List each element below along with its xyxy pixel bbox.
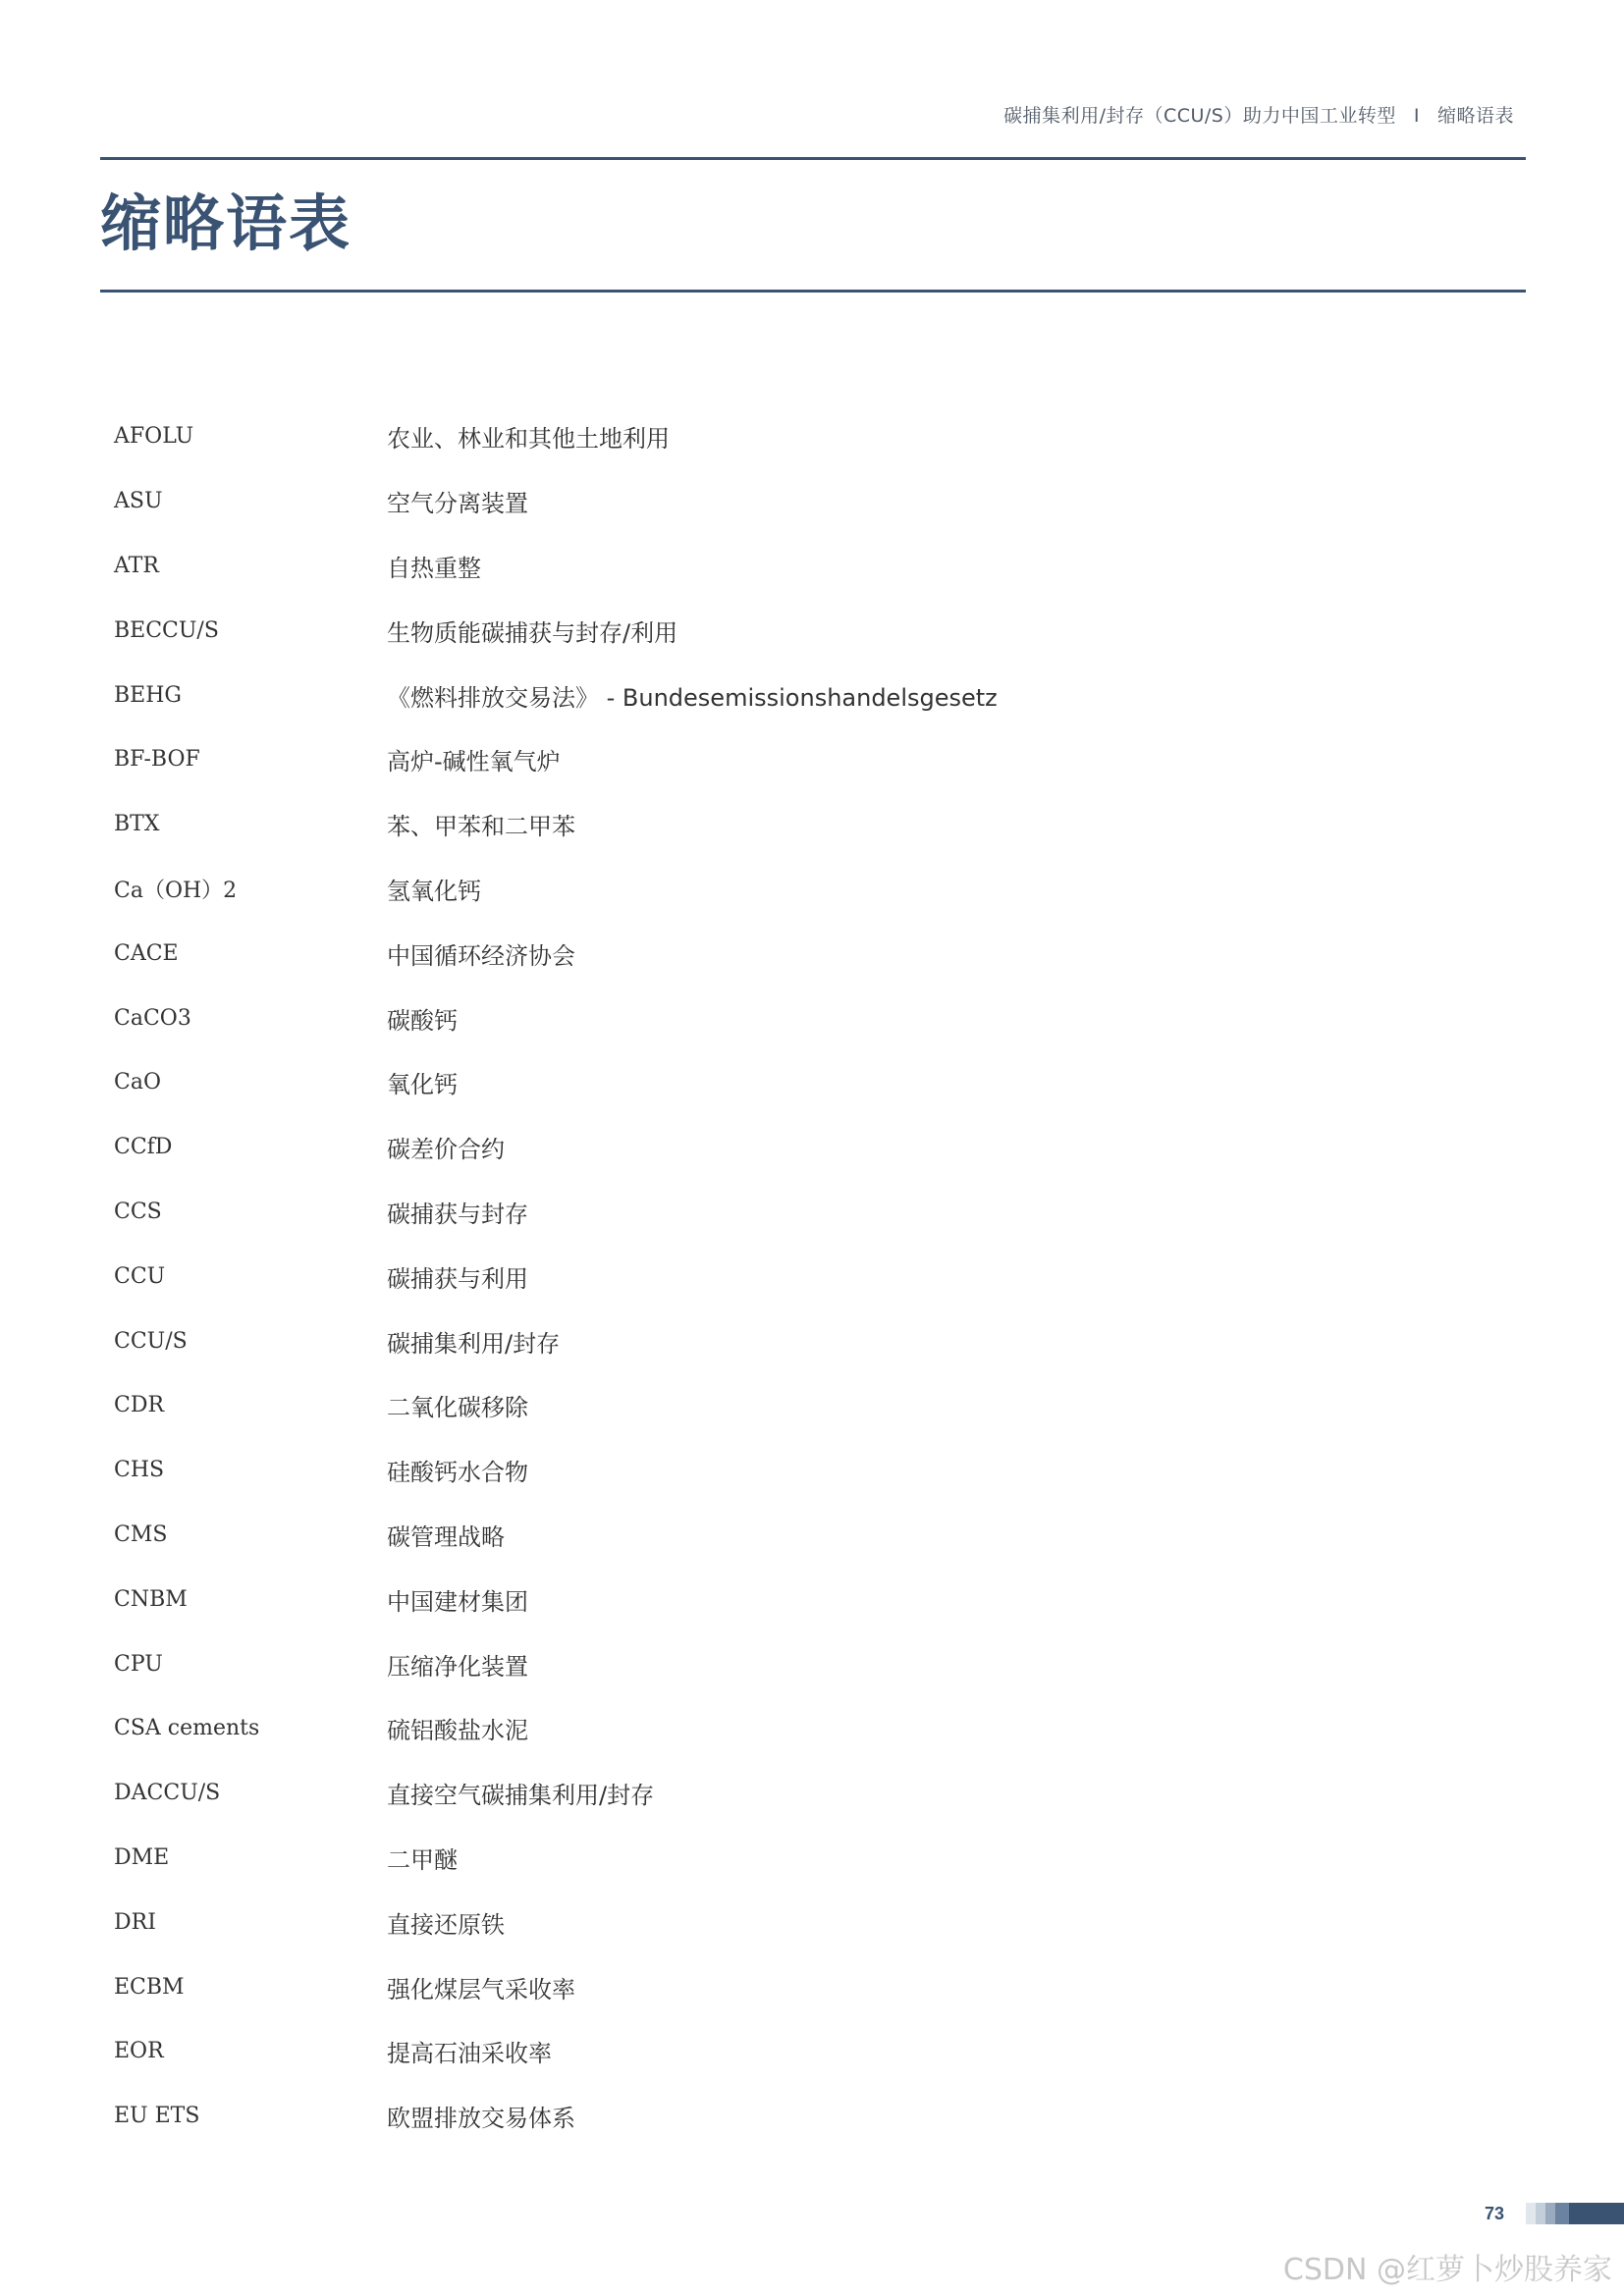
glossary-definition: 苯、甲苯和二甲苯 (387, 813, 575, 841)
glossary-term: EOR (114, 2039, 164, 2064)
glossary-row (114, 404, 1390, 469)
glossary-definition: 碳捕获与利用 (387, 1264, 528, 1293)
glossary-definition: 欧盟排放交易体系 (387, 2105, 575, 2133)
glossary-term: Ca（OH）2 (114, 878, 238, 903)
glossary-definition: 压缩净化装置 (387, 1652, 528, 1681)
glossary-term: CCU (114, 1263, 166, 1289)
glossary-term: CCS (114, 1199, 162, 1224)
glossary-row (114, 1696, 1390, 1761)
glossary-row (114, 1373, 1390, 1438)
page-bar-segment (1526, 2203, 1536, 2224)
glossary-term: DRI (114, 1909, 156, 1935)
glossary-row (114, 986, 1390, 1050)
glossary-row (114, 1115, 1390, 1180)
glossary-definition: 农业、林业和其他土地利用 (387, 425, 670, 454)
glossary-term: CPU (114, 1651, 163, 1677)
glossary-term: ASU (114, 489, 163, 514)
glossary-term: BECCU/S (114, 617, 219, 643)
running-header-section: 缩略语表 (1436, 105, 1514, 127)
glossary-row (114, 1631, 1390, 1696)
glossary-row (114, 2019, 1390, 2084)
running-header (1003, 101, 1514, 128)
glossary-term: CSA cements (114, 1716, 260, 1741)
glossary-definition: 中国循环经济协会 (387, 941, 575, 970)
glossary-row (114, 1308, 1390, 1373)
glossary-row (114, 598, 1390, 663)
page-number: 73 (1484, 2203, 1504, 2223)
glossary-term: CACE (114, 940, 179, 966)
glossary-term: AFOLU (114, 424, 194, 450)
glossary-row (114, 1761, 1390, 1826)
glossary-term: DME (114, 1844, 170, 1870)
glossary-term: DACCU/S (114, 1781, 221, 1806)
watermark: CSDN @红萝卜炒股养家 (1282, 2253, 1612, 2287)
glossary-term: CaCO3 (114, 1005, 191, 1031)
title-rule-bottom (100, 290, 1526, 293)
page-bar-segment (1555, 2203, 1569, 2224)
page-bar-segment (1536, 2203, 1545, 2224)
glossary-definition: 氧化钙 (387, 1071, 458, 1099)
glossary-row (114, 1826, 1390, 1891)
glossary-row (114, 1244, 1390, 1308)
glossary-row (114, 1503, 1390, 1568)
glossary-definition: 自热重整 (387, 554, 481, 582)
glossary-definition: 硫铝酸盐水泥 (387, 1717, 528, 1745)
glossary-term: ECBM (114, 1974, 185, 2000)
glossary-term: CMS (114, 1522, 168, 1547)
glossary-row (114, 1180, 1390, 1245)
glossary-definition: 空气分离装置 (387, 490, 528, 518)
glossary-definition: 二甲醚 (387, 1845, 458, 1874)
glossary-term: CCU/S (114, 1328, 188, 1354)
glossary-definition: 硅酸钙水合物 (387, 1459, 528, 1487)
glossary-term: BTX (114, 812, 160, 837)
running-header-separator: I (1413, 105, 1420, 127)
glossary-definition: 碳酸钙 (387, 1006, 458, 1035)
glossary-row (114, 1890, 1390, 1954)
glossary-term: ATR (114, 553, 159, 578)
page-bar-segment (1569, 2203, 1624, 2224)
glossary-row (114, 2084, 1390, 2149)
glossary-definition: 碳差价合约 (387, 1136, 505, 1164)
glossary-definition: 碳捕获与封存 (387, 1200, 528, 1228)
glossary-definition: 提高石油采收率 (387, 2040, 552, 2068)
glossary-row (114, 1438, 1390, 1503)
glossary-row (114, 1567, 1390, 1631)
glossary-definition: 《燃料排放交易法》 - Bundesemissionshandelsgesetz (387, 683, 998, 712)
running-header-title: 碳捕集利用/封存（CCU/S）助力中国工业转型 (1003, 105, 1396, 127)
glossary-definition: 碳管理战略 (387, 1522, 505, 1551)
glossary-definition: 中国建材集团 (387, 1587, 528, 1616)
glossary-row (114, 857, 1390, 922)
glossary-definition: 直接还原铁 (387, 1910, 505, 1939)
glossary-row (114, 663, 1390, 727)
glossary-definition: 直接空气碳捕集利用/封存 (387, 1782, 655, 1810)
glossary-definition: 二氧化碳移除 (387, 1394, 528, 1422)
glossary-term: CNBM (114, 1586, 188, 1612)
glossary-term: BF-BOF (114, 747, 200, 773)
glossary-term: CHS (114, 1458, 165, 1483)
glossary-definition: 高炉-碱性氧气炉 (387, 748, 561, 776)
glossary-term: CCfD (114, 1135, 173, 1160)
glossary-row (114, 1050, 1390, 1115)
page-title: 缩略语表 (100, 187, 352, 259)
abbreviation-list (114, 404, 1390, 2149)
page-bar-segment (1545, 2203, 1555, 2224)
glossary-row (114, 469, 1390, 534)
page-number-bar (1526, 2203, 1624, 2224)
glossary-definition: 生物质能碳捕获与封存/利用 (387, 618, 678, 647)
page-footer (1485, 2199, 1624, 2228)
glossary-term: CaO (114, 1070, 161, 1095)
glossary-term: EU ETS (114, 2104, 200, 2129)
glossary-row (114, 1954, 1390, 2019)
glossary-row (114, 727, 1390, 792)
glossary-row (114, 921, 1390, 986)
glossary-row (114, 534, 1390, 599)
title-rule-top (100, 157, 1526, 160)
glossary-definition: 氢氧化钙 (387, 877, 481, 905)
glossary-term: BEHG (114, 682, 182, 708)
glossary-term: CDR (114, 1393, 165, 1418)
glossary-row (114, 792, 1390, 857)
glossary-definition: 强化煤层气采收率 (387, 1975, 575, 2003)
glossary-definition: 碳捕集利用/封存 (387, 1329, 561, 1358)
